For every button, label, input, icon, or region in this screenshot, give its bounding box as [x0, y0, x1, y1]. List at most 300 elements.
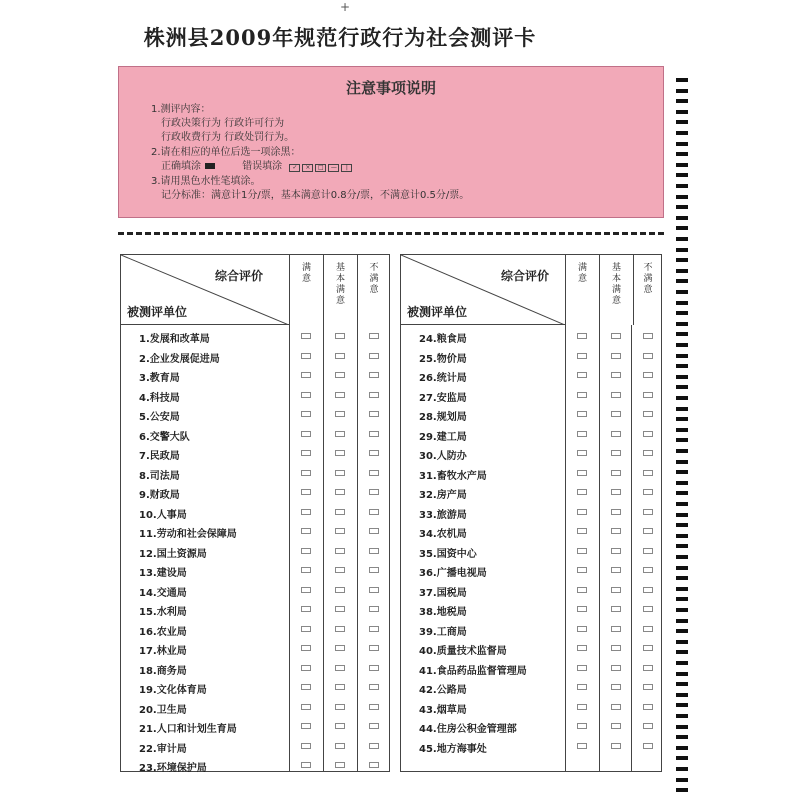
timing-mark [676, 248, 688, 252]
timing-mark [676, 650, 688, 654]
checkbox-basic-satisfied[interactable] [611, 450, 621, 456]
checkbox-unsatisfied[interactable] [369, 333, 379, 339]
column-divider [289, 325, 290, 771]
checkbox-basic-satisfied[interactable] [611, 411, 621, 417]
column-satisfied-label: 满 意 [577, 263, 587, 284]
timing-mark [676, 629, 688, 633]
timing-mark [676, 682, 688, 686]
checkbox-satisfied[interactable] [577, 743, 587, 749]
checkbox-basic-satisfied[interactable] [335, 684, 345, 690]
timing-mark [676, 523, 688, 527]
timing-mark [676, 481, 688, 485]
checkbox-basic-satisfied[interactable] [611, 489, 621, 495]
unit-row [121, 561, 389, 581]
unit-name: 8.司法局 [139, 470, 180, 482]
unit-row [121, 698, 389, 718]
checkbox-basic-satisfied[interactable] [335, 587, 345, 593]
checkbox-unsatisfied[interactable] [643, 509, 653, 515]
timing-mark [676, 279, 688, 283]
left-rating-table [120, 254, 390, 772]
timing-mark [676, 438, 688, 442]
checkbox-unsatisfied[interactable] [369, 372, 379, 378]
checkbox-unsatisfied[interactable] [643, 450, 653, 456]
checkbox-satisfied[interactable] [301, 528, 311, 534]
checkbox-basic-satisfied[interactable] [611, 723, 621, 729]
timing-mark [676, 195, 688, 199]
timing-mark [676, 332, 688, 336]
column-unsatisfied [633, 255, 662, 325]
timing-mark [676, 534, 688, 538]
checkbox-satisfied[interactable] [301, 470, 311, 476]
timing-mark [676, 110, 688, 114]
unit-row [401, 405, 661, 425]
checkbox-satisfied[interactable] [577, 548, 587, 554]
column-unsatisfied-label: 不 满 意 [369, 263, 379, 295]
checkbox-basic-satisfied[interactable] [611, 684, 621, 690]
unit-name: 36.广播电视局 [419, 568, 487, 579]
checkbox-unsatisfied[interactable] [369, 509, 379, 515]
checkbox-satisfied[interactable] [301, 411, 311, 417]
checkbox-unsatisfied[interactable] [643, 665, 653, 671]
separator-dashline [118, 232, 664, 235]
checkbox-basic-satisfied[interactable] [335, 704, 345, 710]
timing-mark [676, 735, 688, 739]
timing-mark [676, 428, 688, 432]
unit-row [121, 483, 389, 503]
checkbox-satisfied[interactable] [577, 587, 587, 593]
checkbox-unsatisfied[interactable] [369, 470, 379, 476]
column-divider [631, 325, 632, 771]
checkbox-unsatisfied[interactable] [369, 762, 379, 768]
unit-row [401, 620, 661, 640]
checkbox-satisfied[interactable] [301, 587, 311, 593]
checkbox-satisfied[interactable] [301, 489, 311, 495]
timing-mark [676, 99, 688, 103]
unit-row [121, 737, 389, 757]
registration-mark: + [340, 0, 351, 14]
checkbox-unsatisfied[interactable] [369, 411, 379, 417]
unit-row [121, 717, 389, 737]
unit-name: 34.农机局 [419, 529, 467, 540]
timing-mark [676, 661, 688, 665]
unit-row [121, 581, 389, 601]
timing-mark [676, 587, 688, 591]
checkbox-unsatisfied[interactable] [643, 606, 653, 612]
unit-row [401, 659, 661, 679]
checkbox-unsatisfied[interactable] [643, 489, 653, 495]
unit-row [401, 698, 661, 718]
checkbox-satisfied[interactable] [301, 548, 311, 554]
unit-name: 24.粮食局 [419, 334, 467, 345]
unit-row [401, 561, 661, 581]
checkbox-satisfied[interactable] [301, 762, 311, 768]
checkbox-basic-satisfied[interactable] [611, 743, 621, 749]
timing-mark [676, 120, 688, 124]
unit-row [121, 678, 389, 698]
checkbox-unsatisfied[interactable] [643, 392, 653, 398]
checkbox-satisfied[interactable] [577, 450, 587, 456]
unit-row [121, 600, 389, 620]
column-basic-satisfied-label: 基 本 满 意 [335, 263, 345, 306]
timing-mark [676, 693, 688, 697]
checkbox-unsatisfied[interactable] [369, 743, 379, 749]
unit-name: 26.统计局 [419, 373, 467, 384]
unit-row [121, 425, 389, 445]
checkbox-unsatisfied[interactable] [369, 684, 379, 690]
column-divider [599, 325, 600, 771]
unit-name: 42.公路局 [419, 685, 467, 696]
correct-fill-label: 正确填涂 [161, 161, 201, 172]
checkbox-unsatisfied[interactable] [643, 587, 653, 593]
unit-name: 15.水利局 [139, 607, 187, 618]
checkbox-satisfied[interactable] [577, 392, 587, 398]
checkbox-unsatisfied[interactable] [369, 392, 379, 398]
timing-mark [676, 672, 688, 676]
unit-name: 25.物价局 [419, 353, 467, 365]
checkbox-basic-satisfied[interactable] [611, 704, 621, 710]
timing-mark [676, 152, 688, 156]
checkbox-basic-satisfied[interactable] [611, 509, 621, 515]
unit-row [401, 425, 661, 445]
checkbox-unsatisfied[interactable] [369, 548, 379, 554]
column-basic-satisfied-label: 基 本 满 意 [611, 263, 621, 306]
unit-row [401, 464, 661, 484]
unit-name: 23.环境保护局 [139, 763, 207, 774]
timing-mark [676, 449, 688, 453]
checkbox-satisfied[interactable] [577, 723, 587, 729]
checkbox-satisfied[interactable] [301, 333, 311, 339]
checkbox-basic-satisfied[interactable] [611, 372, 621, 378]
unit-name: 40.质量技术监督局 [419, 646, 507, 657]
checkbox-unsatisfied[interactable] [643, 431, 653, 437]
checkbox-basic-satisfied[interactable] [611, 626, 621, 632]
checkbox-satisfied[interactable] [577, 528, 587, 534]
timing-mark [676, 163, 688, 167]
checkbox-unsatisfied[interactable] [643, 626, 653, 632]
checkbox-basic-satisfied[interactable] [611, 470, 621, 476]
checkbox-basic-satisfied[interactable] [611, 587, 621, 593]
checkbox-unsatisfied[interactable] [369, 665, 379, 671]
checkbox-basic-satisfied[interactable] [335, 665, 345, 671]
checkbox-basic-satisfied[interactable] [611, 665, 621, 671]
checkbox-unsatisfied[interactable] [643, 704, 653, 710]
notice-line-6: 3.请用黑色水性笔填涂。 [151, 176, 261, 187]
timing-mark [676, 385, 688, 389]
timing-mark [676, 205, 688, 209]
timing-mark [676, 322, 688, 326]
checkbox-satisfied[interactable] [301, 645, 311, 651]
checkbox-basic-satisfied[interactable] [611, 353, 621, 359]
unit-row [401, 542, 661, 562]
checkbox-unsatisfied[interactable] [643, 470, 653, 476]
column-divider [565, 325, 566, 771]
timing-mark [676, 608, 688, 612]
checkbox-satisfied[interactable] [577, 645, 587, 651]
checkbox-satisfied[interactable] [301, 665, 311, 671]
timing-mark [676, 89, 688, 93]
checkbox-unsatisfied[interactable] [643, 567, 653, 573]
unit-name: 2.企业发展促进局 [139, 353, 220, 365]
checkbox-satisfied[interactable] [577, 489, 587, 495]
checkbox-basic-satisfied[interactable] [335, 333, 345, 339]
unit-row [121, 620, 389, 640]
unit-row [401, 522, 661, 542]
checkbox-basic-satisfied[interactable] [335, 489, 345, 495]
page-title: 株洲县2009年规范行政行为社会测评卡 [143, 25, 537, 50]
notice-heading: 注意事项说明 [345, 79, 436, 97]
checkbox-unsatisfied[interactable] [369, 528, 379, 534]
checkbox-basic-satisfied[interactable] [611, 333, 621, 339]
checkbox-basic-satisfied[interactable] [335, 606, 345, 612]
checkbox-unsatisfied[interactable] [643, 723, 653, 729]
checkbox-unsatisfied[interactable] [369, 567, 379, 573]
checkbox-basic-satisfied[interactable] [335, 548, 345, 554]
timing-mark [676, 597, 688, 601]
timing-mark [676, 555, 688, 559]
checkbox-unsatisfied[interactable] [369, 723, 379, 729]
checkbox-unsatisfied[interactable] [643, 333, 653, 339]
unit-name: 16.农业局 [139, 626, 187, 638]
checkbox-satisfied[interactable] [577, 372, 587, 378]
checkbox-basic-satisfied[interactable] [335, 567, 345, 573]
column-divider [357, 325, 358, 771]
checkbox-unsatisfied[interactable] [643, 743, 653, 749]
checkbox-satisfied[interactable] [577, 353, 587, 359]
unit-row [121, 503, 389, 523]
checkbox-basic-satisfied[interactable] [335, 743, 345, 749]
checkbox-satisfied[interactable] [301, 392, 311, 398]
unit-row [121, 542, 389, 562]
checkbox-unsatisfied[interactable] [643, 372, 653, 378]
unit-name: 22.审计局 [139, 743, 187, 755]
checkbox-unsatisfied[interactable] [369, 587, 379, 593]
notice-fill-example [161, 157, 354, 172]
unit-name: 13.建设局 [139, 568, 187, 579]
checkbox-unsatisfied[interactable] [369, 626, 379, 632]
unit-name: 5.公安局 [139, 412, 180, 423]
timing-mark [676, 396, 688, 400]
timing-mark [676, 788, 688, 792]
timing-mark [676, 78, 688, 82]
header-unit-label: 被测评单位 [127, 305, 188, 319]
unit-row [401, 503, 661, 523]
timing-mark [676, 290, 688, 294]
unit-row [121, 405, 389, 425]
unit-row [401, 327, 661, 347]
timing-mark [676, 513, 688, 517]
unit-row [121, 347, 389, 367]
checkbox-basic-satisfied[interactable] [611, 548, 621, 554]
checkbox-basic-satisfied[interactable] [611, 528, 621, 534]
checkbox-unsatisfied[interactable] [643, 645, 653, 651]
checkbox-satisfied[interactable] [301, 743, 311, 749]
unit-name: 38.地税局 [419, 607, 467, 618]
checkbox-satisfied[interactable] [301, 372, 311, 378]
timing-mark [676, 544, 688, 548]
unit-name: 41.食品药品监督管理局 [419, 665, 527, 677]
unit-row [401, 737, 661, 757]
unit-name: 37.国税局 [419, 587, 467, 599]
unit-name: 27.安监局 [419, 392, 467, 404]
checkbox-satisfied[interactable] [301, 704, 311, 710]
checkbox-satisfied[interactable] [577, 704, 587, 710]
unit-row [401, 386, 661, 406]
unit-row [401, 483, 661, 503]
checkbox-basic-satisfied[interactable] [335, 411, 345, 417]
checkbox-satisfied[interactable] [301, 353, 311, 359]
unit-name: 30.人防办 [419, 451, 467, 462]
checkbox-satisfied[interactable] [577, 606, 587, 612]
unit-name: 18.商务局 [139, 665, 187, 677]
checkbox-satisfied[interactable] [577, 665, 587, 671]
checkbox-unsatisfied[interactable] [369, 431, 379, 437]
wrong-mark: | [341, 164, 352, 172]
checkbox-satisfied[interactable] [577, 431, 587, 437]
checkbox-satisfied[interactable] [577, 626, 587, 632]
checkbox-basic-satisfied[interactable] [335, 470, 345, 476]
timing-mark [676, 364, 688, 368]
checkbox-basic-satisfied[interactable] [611, 645, 621, 651]
timing-mark [676, 417, 688, 421]
checkbox-unsatisfied[interactable] [369, 353, 379, 359]
checkbox-basic-satisfied[interactable] [335, 626, 345, 632]
timing-mark [676, 619, 688, 623]
column-divider [323, 325, 324, 771]
checkbox-satisfied[interactable] [577, 470, 587, 476]
header-rating-label: 综合评价 [215, 269, 264, 283]
unit-name: 6.交警大队 [139, 431, 190, 443]
unit-name: 14.交通局 [139, 587, 187, 599]
unit-row [401, 444, 661, 464]
notice-line-1: 1.测评内容： [151, 104, 211, 115]
notice-line-2: 行政决策行为 行政许可行为 [161, 118, 285, 129]
timing-mark [676, 311, 688, 315]
checkbox-basic-satisfied[interactable] [611, 431, 621, 437]
timing-mark [676, 131, 688, 135]
checkbox-unsatisfied[interactable] [643, 548, 653, 554]
checkbox-basic-satisfied[interactable] [335, 645, 345, 651]
checkbox-unsatisfied[interactable] [643, 353, 653, 359]
timing-mark [676, 502, 688, 506]
checkbox-satisfied[interactable] [301, 509, 311, 515]
table-header [121, 255, 289, 325]
unit-name: 20.卫生局 [139, 704, 187, 716]
checkbox-basic-satisfied[interactable] [335, 762, 345, 768]
timing-mark [676, 173, 688, 177]
column-basic-satisfied [599, 255, 633, 325]
timing-mark [676, 354, 688, 358]
column-unsatisfied [357, 255, 390, 325]
unit-row [401, 678, 661, 698]
checkbox-satisfied[interactable] [301, 606, 311, 612]
unit-name: 43.烟草局 [419, 704, 467, 716]
checkbox-unsatisfied[interactable] [369, 645, 379, 651]
unit-row [401, 717, 661, 737]
checkbox-unsatisfied[interactable] [643, 528, 653, 534]
checkbox-unsatisfied[interactable] [643, 684, 653, 690]
checkbox-satisfied[interactable] [301, 626, 311, 632]
unit-row [401, 639, 661, 659]
checkbox-satisfied[interactable] [301, 431, 311, 437]
checkbox-unsatisfied[interactable] [369, 606, 379, 612]
checkbox-satisfied[interactable] [577, 411, 587, 417]
correct-fill-swatch [205, 163, 215, 169]
wrong-fill-marks [289, 161, 354, 172]
column-satisfied-label: 满 意 [301, 263, 311, 284]
checkbox-basic-satisfied[interactable] [611, 567, 621, 573]
unit-name: 44.住房公积金管理部 [419, 724, 517, 735]
header-rating-label: 综合评价 [501, 269, 550, 283]
column-satisfied [289, 255, 323, 325]
checkbox-satisfied[interactable] [577, 509, 587, 515]
unit-row [121, 366, 389, 386]
checkbox-satisfied[interactable] [301, 567, 311, 573]
wrong-mark: □ [315, 164, 326, 172]
notice-line-3: 行政收费行为 行政处罚行为。 [161, 132, 295, 143]
checkbox-basic-satisfied[interactable] [611, 606, 621, 612]
checkbox-basic-satisfied[interactable] [335, 528, 345, 534]
table-header [401, 255, 565, 325]
checkbox-basic-satisfied[interactable] [335, 431, 345, 437]
checkbox-basic-satisfied[interactable] [335, 392, 345, 398]
timing-mark [676, 258, 688, 262]
checkbox-satisfied[interactable] [577, 333, 587, 339]
checkbox-satisfied[interactable] [577, 684, 587, 690]
timing-mark [676, 216, 688, 220]
checkbox-basic-satisfied[interactable] [335, 450, 345, 456]
timing-mark [676, 142, 688, 146]
timing-mark [676, 491, 688, 495]
checkbox-unsatisfied[interactable] [369, 704, 379, 710]
checkbox-basic-satisfied[interactable] [335, 353, 345, 359]
header-unit-label: 被测评单位 [407, 305, 468, 319]
checkbox-satisfied[interactable] [577, 567, 587, 573]
unit-name: 45.地方海事处 [419, 743, 487, 755]
unit-name: 29.建工局 [419, 431, 467, 443]
timing-mark [676, 470, 688, 474]
unit-name: 1.发展和改革局 [139, 334, 210, 345]
notice-line-4: 2.请在相应的单位后选一项涂黑： [151, 147, 301, 158]
unit-name: 19.文化体育局 [139, 685, 207, 696]
timing-mark [676, 756, 688, 760]
timing-mark [676, 460, 688, 464]
checkbox-satisfied[interactable] [301, 723, 311, 729]
checkbox-unsatisfied[interactable] [643, 411, 653, 417]
timing-mark [676, 375, 688, 379]
unit-name: 32.房产局 [419, 490, 467, 501]
checkbox-basic-satisfied[interactable] [335, 372, 345, 378]
checkbox-basic-satisfied[interactable] [335, 509, 345, 515]
unit-row [121, 386, 389, 406]
unit-name: 33.旅游局 [419, 509, 467, 521]
right-rating-table [400, 254, 662, 772]
timing-mark [676, 269, 688, 273]
timing-mark [676, 778, 688, 782]
checkbox-satisfied[interactable] [301, 450, 311, 456]
checkbox-basic-satisfied[interactable] [335, 723, 345, 729]
timing-mark [676, 746, 688, 750]
checkbox-unsatisfied[interactable] [369, 450, 379, 456]
unit-name: 39.工商局 [419, 626, 467, 638]
timing-mark [676, 714, 688, 718]
unit-row [121, 659, 389, 679]
unit-name: 9.财政局 [139, 490, 180, 501]
checkbox-basic-satisfied[interactable] [611, 392, 621, 398]
unit-name: 10.人事局 [139, 509, 187, 521]
checkbox-satisfied[interactable] [301, 684, 311, 690]
unit-name: 35.国资中心 [419, 548, 477, 560]
checkbox-unsatisfied[interactable] [369, 489, 379, 495]
